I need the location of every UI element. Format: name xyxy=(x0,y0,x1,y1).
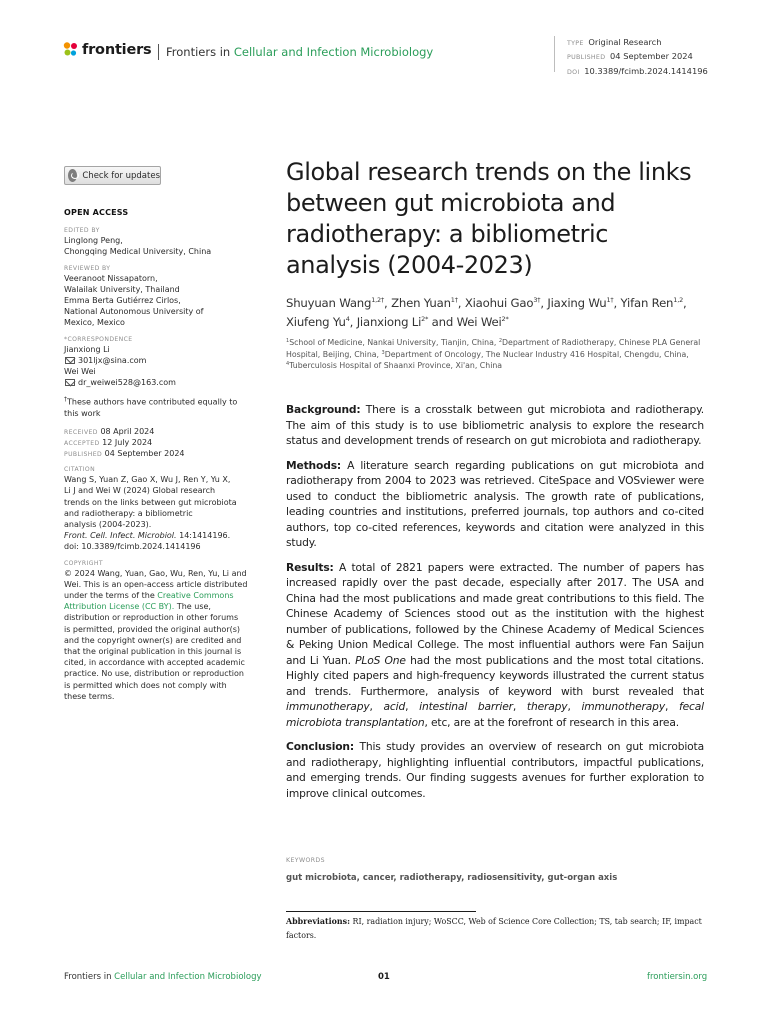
affil-num: 4 xyxy=(286,361,290,367)
author-affil: 3† xyxy=(533,296,541,304)
affil-text: Department of Oncology, The Nuclear Industry 416 Hospital, Chengdu, China, xyxy=(384,349,689,359)
license-link[interactable]: Attribution License (CC BY). xyxy=(64,602,175,612)
section-text: This study provides an overview of research on gut microbiota and radiotherapy, highlighting influential contributors, impactful publications, and emerging trends. Our finding suggests avenues for further exploration to improve clinical outcomes. xyxy=(286,740,704,800)
brand-name: frontiers xyxy=(82,42,152,58)
header-divider xyxy=(158,44,159,60)
correspondent-name: Wei Wei xyxy=(64,367,96,377)
citation-key: CITATION xyxy=(64,466,96,474)
copyright-line: cited, in accordance with accepted academic xyxy=(64,658,245,668)
article-title: Global research trends on the links between gut microbiota and radiotherapy: a bibliometric analysis (2004-2023) xyxy=(286,158,692,279)
author-affil: 1† xyxy=(450,296,458,304)
journal-title[interactable] xyxy=(166,45,433,59)
published-key: PUBLISHED xyxy=(64,450,103,458)
author-affil: 4 xyxy=(345,315,350,323)
received-key: RECEIVED xyxy=(64,428,98,436)
published-key: PUBLISHED xyxy=(567,54,606,62)
author-sep: , xyxy=(457,296,465,310)
open-access-label: OPEN ACCESS xyxy=(64,208,129,217)
author-name[interactable]: Wei Wei xyxy=(456,315,502,329)
affil-num: 3 xyxy=(381,349,385,356)
keywords-list: gut microbiota, cancer, radiotherapy, radiosensitivity, gut-organ axis xyxy=(286,873,618,883)
author-name[interactable]: Yifan Ren xyxy=(620,296,674,310)
copyright-key: COPYRIGHT xyxy=(64,559,103,567)
citation-doi[interactable]: doi: 10.3389/fcimb.2024.1414196 xyxy=(64,542,201,552)
copyright-line: © 2024 Wang, Yuan, Gao, Wu, Ren, Yu, Li and xyxy=(64,568,247,578)
author-affil: 1† xyxy=(606,296,614,304)
footer-journal[interactable] xyxy=(64,972,262,982)
check-for-updates-button[interactable] xyxy=(64,166,161,185)
abstract-conclusion xyxy=(286,739,704,801)
section-text: , xyxy=(369,700,384,713)
section-text: , xyxy=(405,700,420,713)
author-affil: 2* xyxy=(421,315,429,323)
copyright-section xyxy=(64,559,254,702)
copyright-line: is permitted, provided the original author(s) xyxy=(64,624,241,634)
accepted-date: 12 July 2024 xyxy=(102,437,153,447)
author-sep: , xyxy=(613,296,621,310)
burst-keyword: intestinal barrier xyxy=(419,700,513,713)
copyright-line: is permitted which does not comply with xyxy=(64,680,227,690)
section-text: , xyxy=(512,700,527,713)
author-name[interactable]: Zhen Yuan xyxy=(391,296,451,310)
journal-prefix: Frontiers in xyxy=(166,45,231,59)
affil-num: 1 xyxy=(286,338,290,344)
check-for-updates-label: Check for updates xyxy=(82,170,160,181)
section-label: Background: xyxy=(286,403,361,416)
keywords-key: KEYWORDS xyxy=(286,857,325,864)
citation-line: analysis (2004-2023). xyxy=(64,519,152,529)
author-affil: 2* xyxy=(501,315,509,323)
citation-volume: 14:1414196. xyxy=(176,531,231,541)
citation-section xyxy=(64,465,254,552)
reviewer-line: Walailak University, Thailand xyxy=(64,284,180,294)
copyright-line: and the copyright owner(s) are credited and xyxy=(64,635,242,645)
correspondence-section xyxy=(64,335,254,389)
meta-divider xyxy=(554,36,555,72)
abbreviations-footnote xyxy=(286,915,706,942)
copyright-line: under the terms of the xyxy=(64,590,158,600)
citation-line: and radiotherapy: a bibliometric xyxy=(64,508,193,518)
copyright-line: these terms. xyxy=(64,691,115,701)
type-value: Original Research xyxy=(588,37,662,47)
reviewer-line: National Autonomous University of xyxy=(64,307,204,317)
citation-line: Li J and Wei W (2024) Global research xyxy=(64,486,216,496)
reviewer-line: Mexico, Mexico xyxy=(64,318,125,328)
author-name[interactable]: Xiufeng Yu xyxy=(286,315,346,329)
edited-by-section xyxy=(64,226,254,257)
section-label: Results: xyxy=(286,560,334,574)
frontiers-logo-icon xyxy=(63,42,78,58)
author-sep: and xyxy=(428,315,457,329)
abstract-background xyxy=(286,402,704,449)
author-name[interactable]: Jiaxing Wu xyxy=(547,296,607,310)
note-line: this work xyxy=(64,409,101,419)
editor-line: Chongqing Medical University, China xyxy=(64,247,212,257)
section-text: had the most publications and the most total citations. Highly cited papers and high-frequency keywords illustrated the current status and trends. Furthermore, analysis of keyword with burst revealed that xyxy=(286,653,705,698)
footer-site-link[interactable]: frontiersin.org xyxy=(647,972,708,982)
correspondence-key: *CORRESPONDENCE xyxy=(64,335,133,343)
reviewer-line: Emma Berta Gutiérrez Cirlos, xyxy=(64,296,181,306)
footer-journal-name: Cellular and Infection Microbiology xyxy=(114,972,262,982)
type-key: TYPE xyxy=(567,40,584,47)
reviewer-line: Veeranoot Nissapatorn, xyxy=(64,273,158,283)
email-link[interactable]: dr_weiwei528@163.com xyxy=(78,378,176,388)
abstract xyxy=(286,402,704,810)
abstract-results xyxy=(286,560,704,731)
author-name[interactable]: Shuyuan Wang xyxy=(286,296,372,310)
license-link[interactable]: Creative Commons xyxy=(157,590,234,600)
author-list xyxy=(286,294,706,332)
copyright-line: that the original publication in this journal is xyxy=(64,646,242,656)
section-text: A literature search regarding publications on gut microbiota and radiotherapy from 2004 to 2023 was retrieved. CiteSpace and VOSviewer were used to conduct the bibliometric analysis. The growth rate of publications, leading countries and institutions, preferred journals, top authors and co-cited authors, top co-cited references, keywords and citation were analyzed in this study. xyxy=(286,458,704,549)
author-name[interactable]: Xiaohui Gao xyxy=(464,296,534,310)
affil-text: School of Medicine, Nankai University, Tianjin, China, xyxy=(289,338,499,347)
note-line: These authors have contributed equally to xyxy=(67,398,238,408)
copyright-line: practice. No use, distribution or reproduction xyxy=(64,669,244,679)
burst-keyword: therapy xyxy=(526,700,568,713)
copyright-line: distribution or reproduction in other forums xyxy=(64,613,239,623)
citation-journal: Front. Cell. Infect. Microbiol. xyxy=(64,531,177,541)
footnote-divider xyxy=(286,911,476,912)
email-link[interactable]: 301ljx@sina.com xyxy=(78,355,147,365)
reviewed-by-key: REVIEWED BY xyxy=(64,264,111,272)
abbr-label: Abbreviations: xyxy=(286,917,351,926)
edited-by-key: EDITED BY xyxy=(64,227,100,235)
section-text: , xyxy=(665,700,679,713)
citation-line: Wang S, Yuan Z, Gao X, Wu J, Ren Y, Yu X, xyxy=(64,475,231,485)
author-sep: , xyxy=(683,296,687,310)
dagger-mark: † xyxy=(64,396,67,404)
burst-keyword: acid xyxy=(383,700,406,713)
affil-text: Department of Radiotherapy, Chinese PLA General Hospital, Beijing, China, xyxy=(286,338,701,359)
sidebar-info xyxy=(64,207,254,708)
burst-keyword: immunotherapy xyxy=(286,700,370,713)
accepted-key: ACCEPTED xyxy=(64,439,100,447)
refresh-icon xyxy=(68,169,77,182)
section-text: A total of 2821 papers were extracted. The number of papers has increased rapidly over the past decade, especially after 2017. The USA and China had the most publications and made great contributions to this field. The Chinese Academy of Sciences stood out as the institution with the highest number of publications, followed by the Chinese Academy of Medical Sciences & Peking Union Medical College. The most influential authors were Fan Saijun and Li Yuan. xyxy=(286,560,704,667)
article-meta xyxy=(567,36,708,79)
author-affil: 1,2 xyxy=(673,296,684,304)
email-icon xyxy=(65,379,75,386)
copyright-line: The use, xyxy=(174,602,211,612)
published-value: 04 September 2024 xyxy=(610,51,693,62)
burst-keyword: immunotherapy xyxy=(581,700,665,713)
section-text: , xyxy=(567,700,582,713)
email-icon xyxy=(65,357,75,364)
affil-text: Tuberculosis Hospital of Shaanxi Province, Xi'an, China xyxy=(289,361,503,370)
page-number: 01 xyxy=(378,972,390,982)
author-sep: , xyxy=(540,296,548,310)
copyright-line: Wei. This is an open-access article distributed xyxy=(64,579,248,589)
journal-name-highlight: Cellular and Infection Microbiology xyxy=(233,45,434,59)
doi-value[interactable]: 10.3389/fcimb.2024.1414196 xyxy=(584,65,708,76)
footer-journal-prefix: Frontiers in xyxy=(64,972,115,982)
author-sep: , xyxy=(349,315,357,329)
correspondent-name: Jianxiong Li xyxy=(64,344,110,354)
citation-line: trends on the links between gut microbiota xyxy=(64,497,237,507)
abstract-methods xyxy=(286,458,704,551)
author-affil: 1,2† xyxy=(371,296,385,304)
author-sep: , xyxy=(384,296,392,310)
author-name[interactable]: Jianxiong Li xyxy=(356,315,422,329)
affiliations xyxy=(286,337,706,372)
equal-contribution-note xyxy=(64,394,254,419)
burst-keyword: fecal microbiota transplantation xyxy=(286,700,704,729)
section-label: Conclusion: xyxy=(286,740,355,753)
doi-key: DOI xyxy=(567,68,580,76)
affil-num: 2 xyxy=(498,338,503,344)
editor-line: Linglong Peng, xyxy=(64,236,123,246)
reviewed-by-section xyxy=(64,264,254,329)
received-date: 08 April 2024 xyxy=(100,426,155,436)
abbr-text: RI, radiation injury; WoSCC, Web of Science Core Collection; TS, tab search; IF, impact factors. xyxy=(286,917,702,940)
section-text: , etc, are at the forefront of research in this area. xyxy=(424,715,679,729)
journal-mention: PLoS One xyxy=(355,653,406,667)
section-text: There is a crosstalk between gut microbiota and radiotherapy. The aim of this study is to use bibliometric analysis to explore the research status and development trends of research on gut microbiota and radiotherapy. xyxy=(286,403,704,447)
frontiers-logo[interactable] xyxy=(63,42,151,58)
dates-section xyxy=(64,426,254,460)
published-date: 04 September 2024 xyxy=(104,448,185,458)
section-label: Methods: xyxy=(286,458,342,472)
